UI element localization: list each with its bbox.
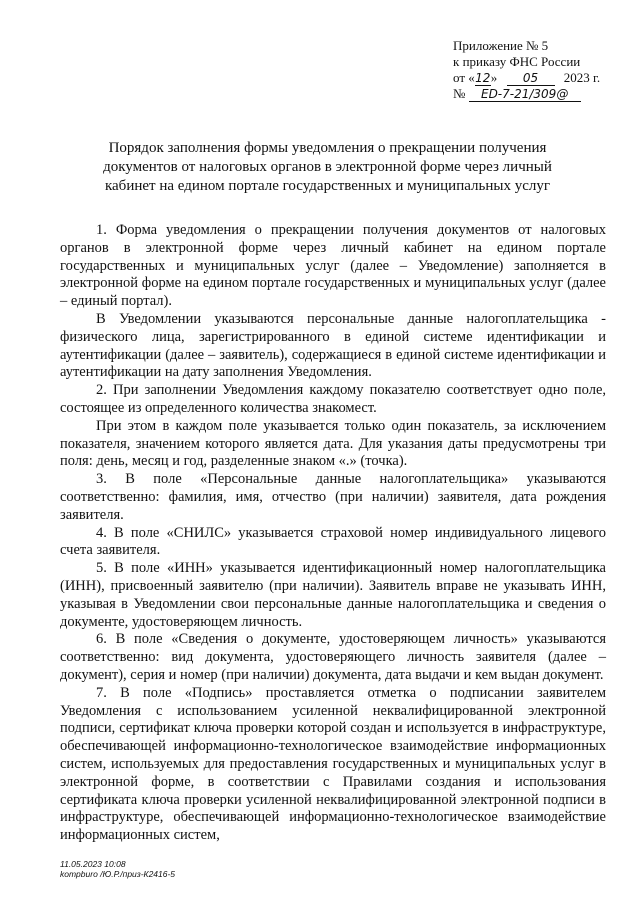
paragraph-5: 3. В поле «Персональные данные налогоплательщика» указываются соответственно: фамилия, имя, отчество (при наличии) заявителя, дата рождения заявителя. xyxy=(60,471,606,523)
appendix-order: к приказу ФНС России xyxy=(453,54,581,69)
paragraph-2: В Уведомлении указываются персональные данные налогоплательщика - физического лица, зарегистрированного в единой системе идентификации и аутентификации (далее – заявитель), содержащиеся в единой системе идентификации и аутентификации на дату заполнения Уведомления. xyxy=(60,310,606,381)
paragraph-8: 6. В поле «Сведения о документе, удостоверяющем личность» указываются соответственно: вид документа, удостоверяющего личность заявителя (далее – документ), серия и номер (при наличии) документа, дата выдачи и кем выдан документ. xyxy=(60,631,606,683)
document-footer xyxy=(60,859,175,879)
date-day: 12 xyxy=(475,71,491,85)
date-month: 05 xyxy=(507,71,555,86)
number-value: ED-7-21/309@ xyxy=(469,87,581,102)
paragraph-7: 5. В поле «ИНН» указывается идентификационный номер налогоплательщика (ИНН), присвоенный заявителю (при наличии). Заявитель вправе не указывать ИНН, указывая в Уведомлении свои персональные данные налогоплательщика и сведения о документе, удостоверяющем личность. xyxy=(60,560,606,630)
date-year: 2023 г. xyxy=(563,70,601,85)
paragraph-4: При этом в каждом поле указывается только один показатель, за исключением показателя, значением которого является дата. Для указания даты предусмотрены три поля: день, месяц и год, разделенные знаком «.» (точка). xyxy=(60,417,606,470)
paragraph-1: 1. Форма уведомления о прекращении получения документов от налоговых органов в электронной форме через личный кабинет на едином портале государственных и муниципальных услуг (далее – Уведомление) заполняется в электронной форме на едином портале государственных и муниципальных услуг (далее – единый портал). xyxy=(60,222,606,310)
paragraph-9: 7. В поле «Подпись» проставляется отметка о подписании заявителем Уведомления с использованием усиленной неквалифицированной электронной подписи, сертификат ключа проверки которой создан и используется в инфраструктуре, обеспечивающей информационно-технологическое взаимодействие информационных систем, используемых для предоставления государственных и муниципальных услуг в электронной форме, в соответствии с Правилами создания и использования сертификата ключа проверки усиленной неквалифицированной электронной подписи в инфраструктуре, обеспечивающей информационно-технологическое взаимодействие информационных систем, xyxy=(60,684,606,844)
number-prefix: № xyxy=(453,86,466,101)
footer-path: kompburo /Ю.Р./приз-К2416-5 xyxy=(60,869,176,879)
footer-timestamp: 11.05.2023 10:08 xyxy=(60,859,126,869)
appendix-title: Приложение № 5 xyxy=(453,38,549,53)
date-prefix: от « xyxy=(453,70,475,85)
date-mid: » xyxy=(490,70,498,85)
appendix-date xyxy=(453,70,628,86)
document-title: Порядок заполнения формы уведомления о прекращении получения документов от налоговых органов в электронной форме через личный кабинет на едином портале государственных и муниципальных услуг xyxy=(103,140,552,194)
paragraph-3: 2. При заполнении Уведомления каждому показателю соответствует одно поле, состоящее из определенного количества знакомест. xyxy=(60,382,606,416)
document-body xyxy=(60,222,606,845)
paragraph-6: 4. В поле «СНИЛС» указывается страховой номер индивидуального лицевого счета заявителя. xyxy=(60,524,606,559)
appendix-number xyxy=(453,86,628,102)
appendix-block xyxy=(453,38,628,102)
